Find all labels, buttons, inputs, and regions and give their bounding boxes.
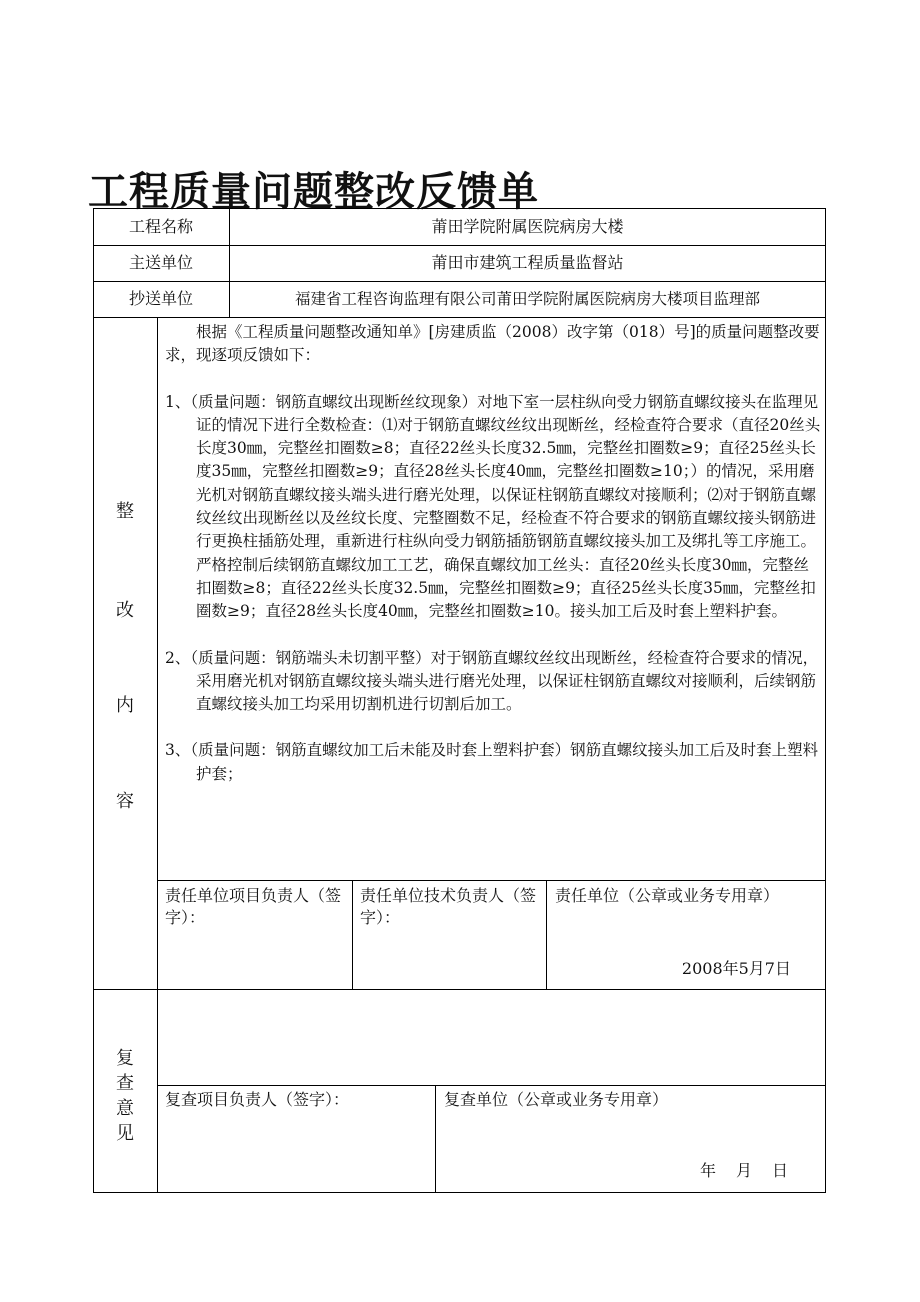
review-label-char: 查 — [116, 1073, 134, 1094]
rectification-label-char: 容 — [116, 791, 134, 812]
rectification-label-char: 内 — [116, 695, 134, 716]
review-label-char: 见 — [116, 1123, 134, 1144]
review-label-char: 意 — [116, 1098, 134, 1119]
review-label-char: 复 — [116, 1048, 134, 1069]
column-divider — [157, 317, 158, 1193]
signature-date: 2008年5月7日 — [681, 959, 791, 978]
row-divider — [157, 1085, 826, 1086]
review-leader-signature: 复查项目负责人（签字）： — [165, 1090, 350, 1109]
intro-paragraph: 根据《工程质量问题整改通知单》[房建质监（2008）改字第（018）号]的质量问题整改要求，现逐项反馈如下： — [165, 323, 820, 365]
cc-unit-label: 抄送单位 — [128, 289, 193, 308]
row-divider — [93, 989, 826, 990]
rectification-item-2: 2、（质量问题：钢筋端头未切割平整）对于钢筋直螺纹丝纹出现断丝，经检查符合要求的情况，采用磨光机对钢筋直螺纹接头端头进行磨光处理，以保证柱钢筋直螺纹对接顺利，后续钢筋直螺纹接头加工均采用切割机进行切割后加工。 — [165, 648, 819, 714]
review-unit-seal: 复查单位（公章或业务专用章） — [444, 1090, 669, 1109]
project-name-value: 莆田学院附属医院病房大楼 — [431, 217, 624, 236]
rectification-label-char: 整 — [116, 501, 134, 522]
row-divider — [93, 317, 826, 318]
page-title: 工程质量问题整改反馈单 — [88, 169, 539, 215]
column-divider — [546, 880, 547, 989]
rectification-item-1: 1、（质量问题：钢筋直螺纹出现断丝纹现象）对地下室一层柱纵向受力钢筋直螺纹接头在监理见证的情况下进行全数检查：⑴对于钢筋直螺纹丝纹出现断丝，经检查符合要求（直径20丝头长度30㎜，完整丝扣圈数≥8；直径22丝头长度32.5㎜，完整丝扣圈数≥9；直径25丝头长度35㎜，完整丝扣圈数≥9；直径28丝头长度40㎜，完整丝扣圈数≥10；）的情况，采用磨光机对钢筋直螺纹接头端头进行磨光处理，以保证柱钢筋直螺纹对接顺利；⑵对于钢筋直螺纹丝纹出现断丝以及丝纹长度、完整圈数不足，经检查不符合要求的钢筋直螺纹接头钢筋进行更换柱插筋处理，重新进行柱纵向受力钢筋插筋钢筋直螺纹接头加工及绑扎等工序施工。严格控制后续钢筋直螺纹加工工艺，确保直螺纹加工丝头：直径20丝头长度30㎜，完整丝扣圈数≥8；直径22丝头长度32.5㎜，完整丝扣圈数≥9；直径25丝头长度35㎜，完整丝扣圈数≥9；直径28丝头长度40㎜，完整丝扣圈数≥10。接头加工后及时套上塑料护套。 — [165, 392, 821, 621]
main-unit-label: 主送单位 — [128, 253, 193, 272]
cc-unit-value: 福建省工程咨询监理有限公司莆田学院附属医院病房大楼项目监理部 — [294, 290, 760, 308]
responsible-unit-seal: 责任单位（公章或业务专用章） — [555, 886, 780, 905]
row-divider — [93, 245, 826, 246]
row-divider — [93, 281, 826, 282]
rectification-item-3: 3、（质量问题：钢筋直螺纹加工后未能及时套上塑料护套）钢筋直螺纹接头加工后及时套上塑料护套； — [165, 741, 819, 783]
tech-leader-signature: 责任单位技术负责人（签字）： — [360, 886, 537, 927]
column-divider — [352, 880, 353, 989]
row-divider — [157, 880, 826, 881]
review-date: 年 月 日 — [699, 1161, 790, 1180]
rectification-content — [165, 321, 821, 786]
rectification-label-char: 改 — [116, 600, 134, 621]
main-unit-value: 莆田市建筑工程质量监督站 — [431, 253, 624, 272]
project-name-label: 工程名称 — [128, 217, 193, 236]
project-leader-signature: 责任单位项目负责人（签字）： — [165, 886, 342, 927]
column-divider — [435, 1085, 436, 1193]
